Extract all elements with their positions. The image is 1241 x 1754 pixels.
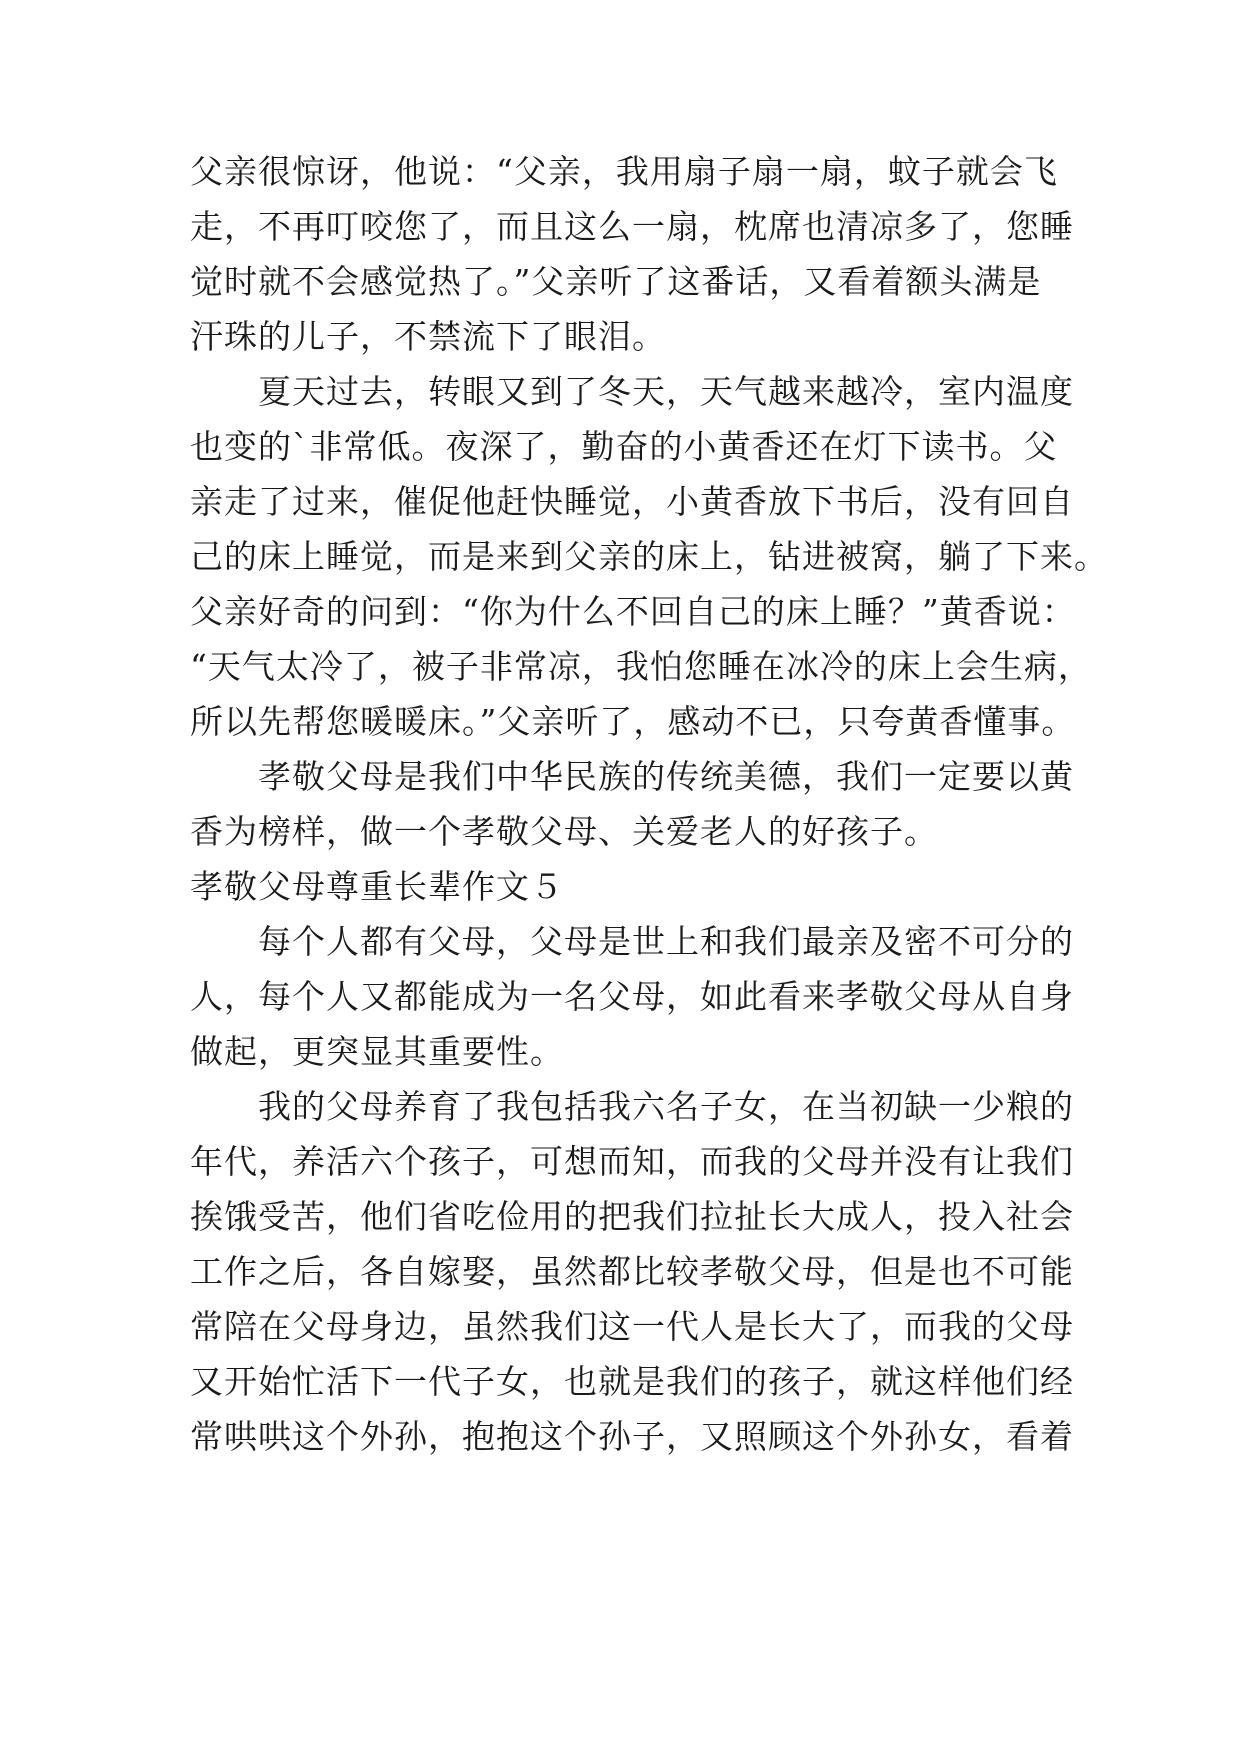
- text-line: 父亲很惊讶，他说：“父亲，我用扇子扇一扇，蚊子就会飞: [190, 152, 1058, 191]
- text-line: 所以先帮您暖暖床。”父亲听了，感动不已，只夸黄香懂事。: [190, 702, 1076, 741]
- text-line: “天气太冷了，被子非常凉，我怕您睡在冰冷的床上会生病，: [190, 647, 1092, 686]
- text-line: 也变的`非常低。夜深了，勤奋的小黄香还在灯下读书。父: [190, 427, 1058, 466]
- text-line: 父亲好奇的问到：“你为什么不回自己的床上睡？”黄香说：: [190, 592, 1076, 631]
- text-line: 汗珠的儿子，不禁流下了眼泪。: [190, 317, 666, 356]
- text-line: 觉时就不会感觉热了。”父亲听了这番话，又看着额头满是: [190, 262, 1042, 301]
- section-heading: 孝敬父母尊重长辈作文５: [190, 867, 564, 906]
- text-line: 己的床上睡觉，而是来到父亲的床上，钻进被窝，躺了下来。: [190, 537, 1108, 576]
- paragraph-first-line: 夏天过去，转眼又到了冬天，天气越来越冷，室内温度: [258, 372, 1074, 411]
- text-line: 常哄哄这个外孙，抱抱这个孙子，又照顾这个外孙女，看着: [190, 1417, 1074, 1456]
- text-line: 挨饿受苦，他们省吃俭用的把我们拉扯长大成人，投入社会: [190, 1197, 1074, 1236]
- text-line: 工作之后，各自嫁娶，虽然都比较孝敬父母，但是也不可能: [190, 1252, 1074, 1291]
- paragraph-first-line: 孝敬父母是我们中华民族的传统美德，我们一定要以黄: [258, 757, 1074, 796]
- text-line: 常陪在父母身边，虽然我们这一代人是长大了，而我的父母: [190, 1307, 1074, 1346]
- paragraph-first-line: 我的父母养育了我包括我六名子女，在当初缺一少粮的: [258, 1087, 1074, 1126]
- text-line: 人，每个人又都能成为一名父母，如此看来孝敬父母从自身: [190, 977, 1074, 1016]
- paragraph-first-line: 每个人都有父母，父母是世上和我们最亲及密不可分的: [258, 922, 1074, 961]
- text-line: 又开始忙活下一代子女，也就是我们的孩子，就这样他们经: [190, 1362, 1074, 1401]
- text-line: 年代，养活六个孩子，可想而知，而我的父母并没有让我们: [190, 1142, 1074, 1181]
- text-line: 走，不再叮咬您了，而且这么一扇，枕席也清凉多了，您睡: [190, 207, 1074, 246]
- text-line: 香为榜样，做一个孝敬父母、关爱老人的好孩子。: [190, 812, 938, 851]
- text-line: 亲走了过来，催促他赶快睡觉，小黄香放下书后，没有回自: [190, 482, 1074, 521]
- text-line: 做起，更突显其重要性。: [190, 1032, 564, 1071]
